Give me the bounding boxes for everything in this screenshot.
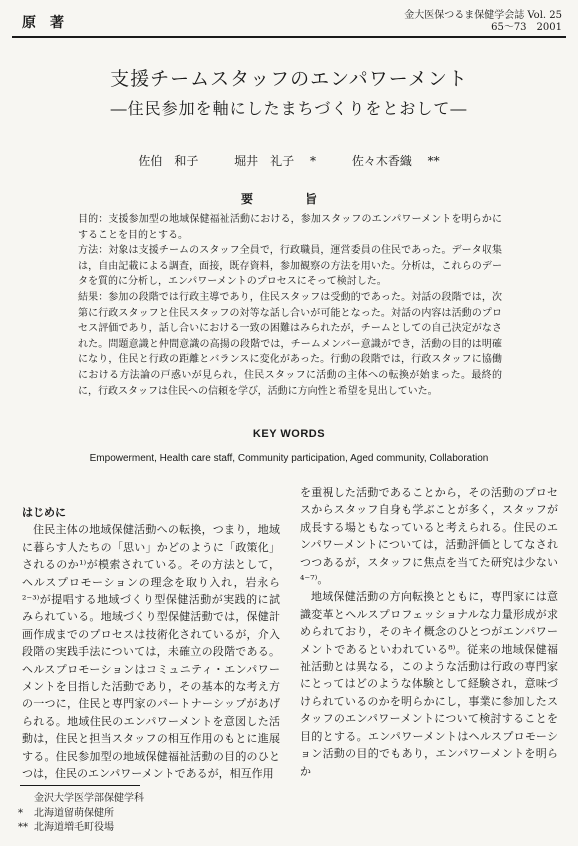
affiliation-text: 金沢大学医学部保健学科 (34, 793, 144, 804)
author-3: 佐々木香織 ** (351, 154, 440, 168)
footnote-rule (20, 785, 140, 786)
affiliation-text: 北海道留萌保健所 (34, 807, 114, 819)
keywords-heading: KEY WORDS (252, 428, 326, 440)
article-genre-label: 原著 (22, 15, 78, 31)
journal-citation (404, 10, 562, 34)
affiliation-row (18, 807, 144, 822)
affiliation-mark: * (18, 807, 23, 819)
author-2: 堀井 礼子 * (234, 154, 316, 168)
affiliation-footnotes (18, 792, 144, 836)
affiliation-row (18, 792, 144, 807)
affiliation-mark: ** (18, 822, 28, 833)
abstract-method: 方法：対象は支援チームのスタッフ全員で，行政職員，運営委員の住民であった。データ収集は，自由記載による調査，面接，既存資料，参加観察の方法を用いた。分析は，これらのデータを質的に分析し，エンパワーメントのプロセスにそって検討した。 (78, 245, 502, 288)
paper-title: 支援チームスタッフのエンパワーメント (110, 68, 468, 90)
body-paragraph-right-1: を重視した活動であることから，その活動のプロセスからスタッフ自身も学ぶことが多く，スタッフが成長する場ともなっていると考えられる。住民のエンパワーメントについては，活動評価としてなされつつあるが，スタッフに焦点を当てた研究は少ない⁴⁻⁷⁾。 (300, 486, 558, 587)
affiliation-row (18, 821, 144, 836)
body-column-right (300, 484, 558, 780)
abstract-result: 結果：参加の段階では行政主導であり，住民スタッフは受動的であった。対話の段階では，次第に行政スタッフと住民スタッフの対等な話し合いが可能となった。対話の内容は活動のプロセス評価であり，話し合いにおける一致の困難はみられたが，チームとしての自己決定がなされた。問題意識と仲間意識の高揚の段階では，チームメンバー意識ができ，活動の目的は明確になり，住民と行政の距離とバランスに変化があった。行動の段階では，行政スタッフに協働における方法論の戸惑いが見られ，住民スタッフに活動の主体への転換が始まった。最終的に，行政スタッフは住民への信頼を学び，活動に方向性と希望を見出していた。 (78, 291, 502, 397)
body-column-left (22, 504, 280, 783)
journal-pages-year: 65～73 2001 (491, 22, 562, 33)
author-1: 佐伯 和子 (138, 154, 199, 168)
affiliation-mark (18, 792, 34, 807)
author-list (0, 152, 578, 169)
abstract-purpose: 目的：支援参加型の地域保健福祉活動における，参加スタッフのエンパワーメントを明らかにすることを目的とする。 (78, 214, 502, 241)
section-heading-introduction: はじめに (22, 506, 66, 519)
abstract-body (78, 212, 502, 399)
abstract-heading: 要 旨 (240, 192, 337, 206)
affiliation-text: 北海道増毛町役場 (34, 822, 114, 833)
keywords-list: Empowerment, Health care staff, Community participation, Aged community, Collaboration (89, 453, 489, 464)
paper-subtitle: ―住民参加を軸にしたまちづくりをとおして― (110, 99, 468, 118)
journal-name-volume: 金大医保つるま保健学会誌 Vol. 25 (404, 10, 562, 21)
header-rule (12, 36, 566, 38)
body-paragraph-right-2: 地域保健活動の方向転換とともに，専門家には意識変革とヘルスプロフェッショナルな力量形成が求められており，そのキイ概念のひとつがエンパワーメントであるといわれている⁸⁾。従来の地域保健福祉活動とは異なる，このような活動は行政の専門家にとってはどのような体験として経験され，意味づけられているのかを明らかにし，事業に参加したスタッフのエンパワーメントについて検討することを目的とする。エンパワーメントはヘルスプロモーション活動の目的でもあり，エンパワーメントを明らか (300, 590, 558, 778)
body-paragraph-left: 住民主体の地域保健活動への転換，つまり，地域に暮らす人たちの「思い」かどのように「政策化」されるのか¹⁾が模索されている。その方法として，ヘルスプロモーションの理念を取り入れ，岩永ら²⁻³⁾が提唱する地域づくり型保健活動が実践的に試みられている。地域づくり型保健活動では，保健計画作成までのプロセスは技術化されているが，介入段階の実践手法については，未確立の段階である。ヘルスプロモーションはコミュニティ・エンパワーメントを目指した活動であり，その基本的な考え方の一つに，住民と専門家のパートナーシップがあげられる。地域住民のエンパワーメントを意図した活動は，住民と担当スタッフの相互作用のもとに進展する。住民参加型の地域保健福祉活動の目的のひとつは，住民のエンパワーメントであるが，相互作用 (22, 523, 280, 781)
